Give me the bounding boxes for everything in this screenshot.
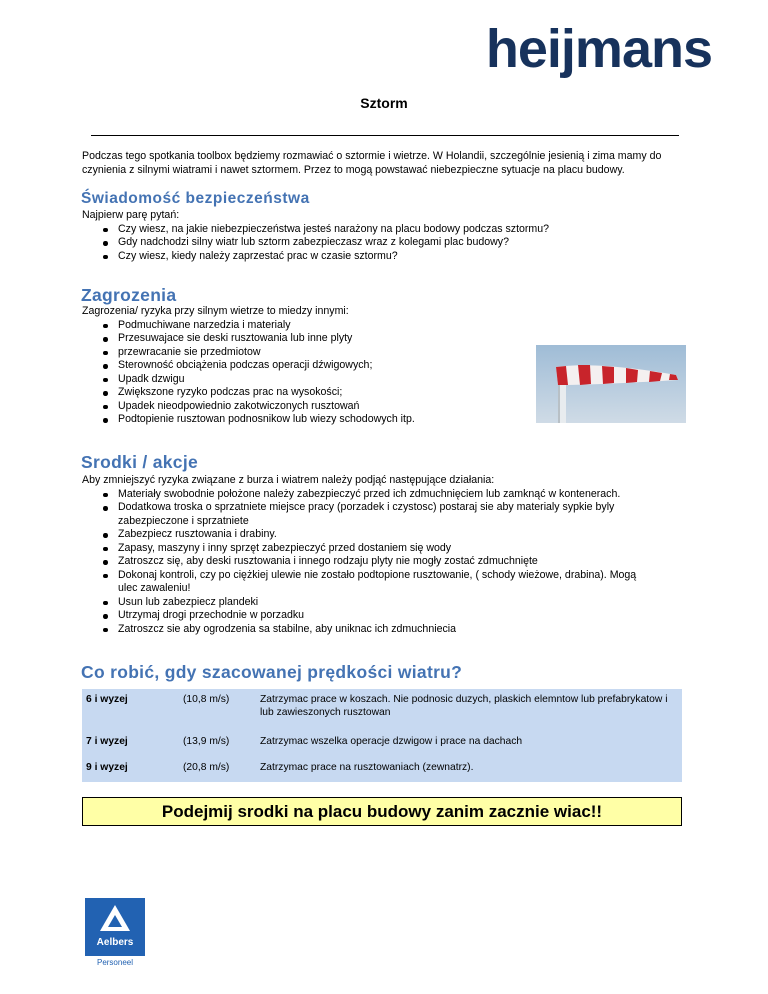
measures-lead: Aby zmniejszyć ryzyka związane z burza i wiatrem należy podjąć następujące działania: — [82, 474, 495, 486]
list-item: Zwiększone ryzyko podczas prac na wysokości; — [118, 386, 522, 400]
list-item: Usun lub zabezpiecz plandeki — [118, 596, 642, 610]
wind-action: Zatrzymac prace w koszach. Nie podnosic duzych, plaskich elemntow lub prefabrykatow i lub zawieszonych rusztowan — [260, 694, 668, 718]
list-item: Upadek nieodpowiednio zakotwiczonych rusztowań — [118, 400, 522, 414]
title-divider — [91, 135, 679, 136]
list-item: Materiały swobodnie położone należy zabezpieczyć przed ich zdmuchnięciem lub zamknąć w kontenerach. — [118, 488, 642, 502]
table-row — [82, 755, 682, 782]
table-row — [82, 727, 682, 755]
table-row — [82, 689, 682, 727]
awareness-list — [82, 223, 682, 264]
page-title: Sztorm — [360, 95, 408, 111]
warning-banner: Podejmij srodki na placu budowy zanim zacznie wiac!! — [82, 797, 682, 826]
aelbers-logo — [85, 898, 145, 956]
list-item: Utrzymaj drogi przechodnie w porzadku — [118, 609, 642, 623]
awareness-heading: Świadomość bezpieczeństwa — [81, 190, 310, 207]
wind-action: Zatrzymac prace na rusztowaniach (zewnatrz). — [260, 762, 474, 773]
intro-paragraph: Podczas tego spotkania toolbox będziemy rozmawiać o sztormie i wietrze. W Holandii, szczególnie jesienią i zima mamy do czynienia z silnymi wiatrami i nawet sztormem. Przez to mogą powstawać niebezpieczne sytuacje na placu budowy. — [82, 150, 662, 176]
wind-action: Zatrzymac wszelka operacje dzwigow i prace na dachach — [260, 736, 523, 747]
wind-speed: (13,9 m/s) — [183, 736, 230, 747]
wind-speed: (20,8 m/s) — [183, 762, 230, 773]
threats-section — [82, 305, 522, 427]
measures-list — [82, 488, 642, 637]
awareness-section — [82, 209, 682, 263]
wind-level: 9 i wyzej — [86, 762, 128, 773]
aelbers-name: Aelbers — [96, 937, 134, 948]
measures-section — [82, 474, 642, 636]
threats-list — [82, 319, 522, 427]
list-item: Czy wiesz, na jakie niebezpieczeństwa jesteś narażony na placu bodowy podczas sztormu? — [118, 223, 682, 237]
list-item: Zatroszcz sie aby ogrodzenia sa stabilne, aby uniknac ich zdmuchniecia — [118, 623, 642, 637]
heijmans-logo: heijmans — [485, 19, 712, 79]
list-item: Gdy nadchodzi silny wiatr lub sztorm zabezpieczasz wraz z kolegami plac budowy? — [118, 236, 682, 250]
list-item: Zatroszcz się, aby deski rusztowania i innego rodzaju plyty nie mogły zostać zdmuchnięte — [118, 555, 642, 569]
list-item: Podmuchiwane narzedzia i materialy — [118, 319, 522, 333]
list-item: Zabezpiecz rusztowania i drabiny. — [118, 528, 642, 542]
aelbers-subtitle: Personeel — [96, 958, 134, 967]
list-item: Dodatkowa troska o sprzatniete miejsce pracy (porzadek i czystosc) postaraj sie aby materialy sypkie byly zabezpieczone i sprzatniete — [118, 501, 642, 528]
aelbers-a-icon — [85, 898, 145, 938]
list-item: Czy wiesz, kiedy należy zaprzestać prac w czasie sztormu? — [118, 250, 682, 264]
measures-heading: Srodki / akcje — [81, 452, 199, 472]
awareness-lead: Najpierw parę pytań: — [82, 209, 180, 221]
list-item: Podtopienie rusztowan podnosnikow lub wiezy schodowych itp. — [118, 413, 522, 427]
wind-speed-table — [82, 689, 682, 782]
list-item: Przesuwajace sie deski rusztowania lub inne plyty — [118, 332, 522, 346]
list-item: Sterowność obciążenia podczas operacji dźwigowych; — [118, 359, 522, 373]
list-item: Zapasy, maszyny i inny sprzęt zabezpieczyć przed dostaniem się wody — [118, 542, 642, 556]
threats-heading: Zagrozenia — [81, 285, 177, 305]
wind-level: 7 i wyzej — [86, 736, 128, 747]
wind-level: 6 i wyzej — [86, 694, 128, 705]
wind-speed: (10,8 m/s) — [183, 694, 230, 705]
list-item: Dokonaj kontroli, czy po ciężkiej ulewie nie zostało podtopione rusztowanie, ( schody wieżowe, drabina). Mogą ulec zawaleniu! — [118, 569, 642, 596]
threats-lead: Zagrozenia/ ryzyka przy silnym wietrze to miedzy innymi: — [82, 305, 349, 317]
list-item: przewracanie sie przedmiotow — [118, 346, 522, 360]
list-item: Upadk dzwigu — [118, 373, 522, 387]
windsock-photo — [536, 345, 686, 423]
wind-heading: Co robić, gdy szacowanej prędkości wiatru? — [81, 662, 463, 682]
